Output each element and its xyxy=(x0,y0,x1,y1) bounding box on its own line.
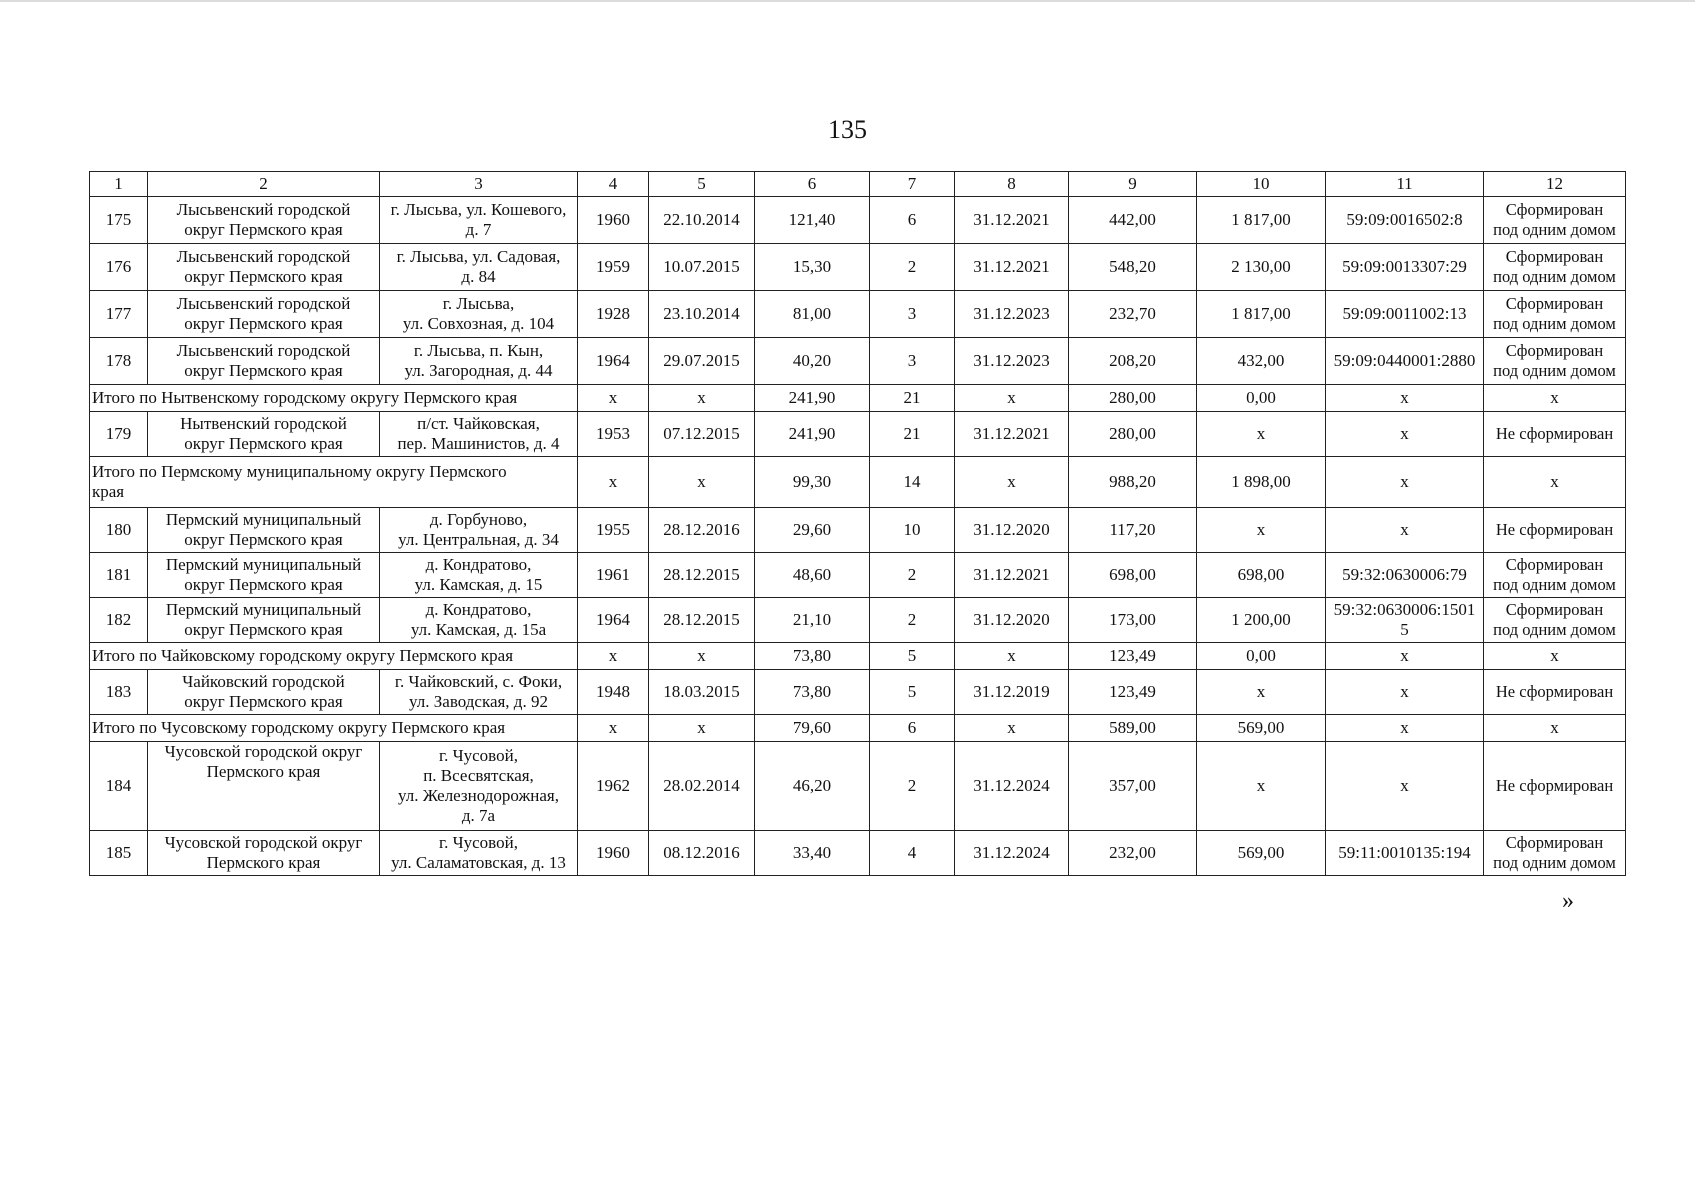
table-cell: 3 xyxy=(870,291,955,338)
table-cell: Сформирован под одним домом xyxy=(1484,197,1626,244)
table-cell: Пермский муниципальный округ Пермского края xyxy=(148,508,380,553)
table-cell: х xyxy=(1326,412,1484,457)
column-header: 10 xyxy=(1197,172,1326,197)
table-cell: Лысьвенский городской округ Пермского края xyxy=(148,244,380,291)
table-cell: х xyxy=(1197,742,1326,831)
table-row xyxy=(90,670,1626,715)
table-row xyxy=(90,244,1626,291)
table-cell: 183 xyxy=(90,670,148,715)
column-header: 11 xyxy=(1326,172,1484,197)
table-cell: х xyxy=(1326,742,1484,831)
table-cell: 121,40 xyxy=(755,197,870,244)
table-cell: х xyxy=(1484,715,1626,742)
table-cell: 31.12.2021 xyxy=(955,553,1069,598)
table-cell: 31.12.2021 xyxy=(955,244,1069,291)
table-cell: 59:09:0016502:8 xyxy=(1326,197,1484,244)
table-cell: г. Чусовой, ул. Саламатовская, д. 13 xyxy=(380,831,578,876)
table-cell: Не сформирован xyxy=(1484,412,1626,457)
table-cell: 40,20 xyxy=(755,338,870,385)
table-row xyxy=(90,197,1626,244)
table-cell: 280,00 xyxy=(1069,385,1197,412)
table-cell: 31.12.2021 xyxy=(955,197,1069,244)
table-cell: х xyxy=(649,457,755,508)
table-cell: 589,00 xyxy=(1069,715,1197,742)
table-cell: 357,00 xyxy=(1069,742,1197,831)
table-cell: Сформирован под одним домом xyxy=(1484,291,1626,338)
table-row xyxy=(90,291,1626,338)
table-cell: 28.02.2014 xyxy=(649,742,755,831)
table-cell: д. Кондратово, ул. Камская, д. 15а xyxy=(380,598,578,643)
table-cell: Сформирован под одним домом xyxy=(1484,553,1626,598)
table-cell: 59:09:0013307:29 xyxy=(1326,244,1484,291)
table-cell: 175 xyxy=(90,197,148,244)
table-cell: 59:09:0440001:2880 xyxy=(1326,338,1484,385)
column-header: 9 xyxy=(1069,172,1197,197)
table-cell: Не сформирован xyxy=(1484,508,1626,553)
continuation-mark: » xyxy=(1562,888,1574,914)
table-cell: 1 200,00 xyxy=(1197,598,1326,643)
table-cell: 232,00 xyxy=(1069,831,1197,876)
table-cell: 21 xyxy=(870,412,955,457)
table-cell: 232,70 xyxy=(1069,291,1197,338)
table-cell: 1955 xyxy=(578,508,649,553)
table-cell: 21,10 xyxy=(755,598,870,643)
table-cell: 5 xyxy=(870,670,955,715)
column-header: 3 xyxy=(380,172,578,197)
summary-row xyxy=(90,643,1626,670)
table-row xyxy=(90,338,1626,385)
table-cell: 59:32:0630006:79 xyxy=(1326,553,1484,598)
table-cell: 3 xyxy=(870,338,955,385)
table-cell: х xyxy=(955,457,1069,508)
table-cell: х xyxy=(1484,643,1626,670)
table-cell: г. Лысьва, п. Кын, ул. Загородная, д. 44 xyxy=(380,338,578,385)
table-cell: 29.07.2015 xyxy=(649,338,755,385)
table-cell: 1948 xyxy=(578,670,649,715)
table-cell: 1960 xyxy=(578,197,649,244)
table-cell: х xyxy=(1326,385,1484,412)
table-cell: х xyxy=(1326,670,1484,715)
summary-row xyxy=(90,715,1626,742)
table-cell: 29,60 xyxy=(755,508,870,553)
table-cell: Чусовской городской округ Пермского края xyxy=(148,831,380,876)
table-cell: х xyxy=(1197,508,1326,553)
table-cell: 173,00 xyxy=(1069,598,1197,643)
column-header: 12 xyxy=(1484,172,1626,197)
table-cell: х xyxy=(1197,670,1326,715)
summary-row xyxy=(90,457,1626,508)
table-cell: 123,49 xyxy=(1069,643,1197,670)
table-cell: х xyxy=(649,385,755,412)
table-cell: 6 xyxy=(870,197,955,244)
table-cell: Сформирован под одним домом xyxy=(1484,244,1626,291)
table-cell: 0,00 xyxy=(1197,643,1326,670)
table-cell: Не сформирован xyxy=(1484,742,1626,831)
table-cell: х xyxy=(1326,508,1484,553)
table-cell: 31.12.2020 xyxy=(955,508,1069,553)
table-cell: 1 898,00 xyxy=(1197,457,1326,508)
table-cell: Пермский муниципальный округ Пермского края xyxy=(148,598,380,643)
page-number: 135 xyxy=(828,115,867,144)
table-cell: 176 xyxy=(90,244,148,291)
table-cell: 117,20 xyxy=(1069,508,1197,553)
table-cell: х xyxy=(578,457,649,508)
table-cell: 569,00 xyxy=(1197,715,1326,742)
table-cell: 5 xyxy=(870,643,955,670)
table-cell: Сформирован под одним домом xyxy=(1484,598,1626,643)
table-cell: 1964 xyxy=(578,598,649,643)
table-cell: 280,00 xyxy=(1069,412,1197,457)
table-cell: 241,90 xyxy=(755,412,870,457)
table-cell: Чайковский городской округ Пермского края xyxy=(148,670,380,715)
header-row xyxy=(90,172,1626,197)
summary-label: Итого по Чайковскому городскому округу Пермского края xyxy=(90,643,578,670)
table-cell: х xyxy=(649,715,755,742)
table-cell: д. Горбуново, ул. Центральная, д. 34 xyxy=(380,508,578,553)
column-header: 7 xyxy=(870,172,955,197)
table-cell: х xyxy=(1326,715,1484,742)
table-cell: х xyxy=(578,715,649,742)
table-cell: 181 xyxy=(90,553,148,598)
table-cell: 180 xyxy=(90,508,148,553)
table-cell: 28.12.2015 xyxy=(649,598,755,643)
table-cell: 10.07.2015 xyxy=(649,244,755,291)
housing-registry-table xyxy=(89,171,1626,876)
table-cell: 178 xyxy=(90,338,148,385)
table-cell: 31.12.2023 xyxy=(955,291,1069,338)
table-cell: 2 xyxy=(870,598,955,643)
table-cell: 698,00 xyxy=(1069,553,1197,598)
table-cell: г. Лысьва, ул. Совхозная, д. 104 xyxy=(380,291,578,338)
column-header: 1 xyxy=(90,172,148,197)
table-cell: 2 xyxy=(870,553,955,598)
table-cell: 569,00 xyxy=(1197,831,1326,876)
table-cell: 182 xyxy=(90,598,148,643)
table-cell: 59:11:0010135:194 xyxy=(1326,831,1484,876)
table-cell: 18.03.2015 xyxy=(649,670,755,715)
table-cell: Лысьвенский городской округ Пермского края xyxy=(148,291,380,338)
table-cell: 73,80 xyxy=(755,643,870,670)
table-cell: 177 xyxy=(90,291,148,338)
table-cell: 48,60 xyxy=(755,553,870,598)
summary-label: Итого по Пермскому муниципальному округу Пермского края xyxy=(90,457,578,508)
table-cell: 442,00 xyxy=(1069,197,1197,244)
table-cell: г. Лысьва, ул. Кошевого, д. 7 xyxy=(380,197,578,244)
table-cell: Чусовской городской округ Пермского края xyxy=(148,742,380,831)
table-cell: 123,49 xyxy=(1069,670,1197,715)
table-cell: г. Лысьва, ул. Садовая, д. 84 xyxy=(380,244,578,291)
table-cell: 4 xyxy=(870,831,955,876)
table-cell: х xyxy=(578,385,649,412)
table-cell: 1959 xyxy=(578,244,649,291)
table-cell: 988,20 xyxy=(1069,457,1197,508)
table-cell: п/ст. Чайковская, пер. Машинистов, д. 4 xyxy=(380,412,578,457)
table-cell: 99,30 xyxy=(755,457,870,508)
column-header: 8 xyxy=(955,172,1069,197)
table-cell: 698,00 xyxy=(1197,553,1326,598)
table-cell: 23.10.2014 xyxy=(649,291,755,338)
table-cell: 1960 xyxy=(578,831,649,876)
table-row xyxy=(90,598,1626,643)
table-cell: х xyxy=(1326,643,1484,670)
table-cell: 14 xyxy=(870,457,955,508)
table-cell: г. Чусовой, п. Всесвятская, ул. Железнодорожная, д. 7а xyxy=(380,742,578,831)
scan-top-edge xyxy=(0,0,1695,2)
table-cell: 59:32:0630006:1501 5 xyxy=(1326,598,1484,643)
table-cell: 2 xyxy=(870,244,955,291)
table-cell: 79,60 xyxy=(755,715,870,742)
table-cell: х xyxy=(578,643,649,670)
table-cell: 73,80 xyxy=(755,670,870,715)
table-cell: х xyxy=(1197,412,1326,457)
table-cell: 0,00 xyxy=(1197,385,1326,412)
table-row xyxy=(90,831,1626,876)
table-cell: Сформирован под одним домом xyxy=(1484,338,1626,385)
table-cell: 1928 xyxy=(578,291,649,338)
column-header: 6 xyxy=(755,172,870,197)
table-cell: 1964 xyxy=(578,338,649,385)
table-cell: 208,20 xyxy=(1069,338,1197,385)
table-cell: 1962 xyxy=(578,742,649,831)
table-cell: 33,40 xyxy=(755,831,870,876)
table-cell: 2 130,00 xyxy=(1197,244,1326,291)
table-cell: 28.12.2016 xyxy=(649,508,755,553)
table-row xyxy=(90,412,1626,457)
table-cell: 432,00 xyxy=(1197,338,1326,385)
table-cell: 1953 xyxy=(578,412,649,457)
table-row xyxy=(90,742,1626,831)
table-cell: Пермский муниципальный округ Пермского края xyxy=(148,553,380,598)
table-cell: 28.12.2015 xyxy=(649,553,755,598)
table-cell: 31.12.2024 xyxy=(955,742,1069,831)
table-cell: 10 xyxy=(870,508,955,553)
table-cell: 31.12.2023 xyxy=(955,338,1069,385)
table-cell: д. Кондратово, ул. Камская, д. 15 xyxy=(380,553,578,598)
table-cell: х xyxy=(649,643,755,670)
table-cell: 2 xyxy=(870,742,955,831)
table-cell: х xyxy=(955,385,1069,412)
table-cell: х xyxy=(955,715,1069,742)
table-cell: Не сформирован xyxy=(1484,670,1626,715)
table-cell: 31.12.2020 xyxy=(955,598,1069,643)
summary-label: Итого по Нытвенскому городскому округу Пермского края xyxy=(90,385,578,412)
table-cell: 1 817,00 xyxy=(1197,291,1326,338)
table-cell: 184 xyxy=(90,742,148,831)
table-cell: 08.12.2016 xyxy=(649,831,755,876)
table-cell: 185 xyxy=(90,831,148,876)
table-cell: х xyxy=(955,643,1069,670)
table-cell: 6 xyxy=(870,715,955,742)
table-cell: 81,00 xyxy=(755,291,870,338)
table-cell: х xyxy=(1484,385,1626,412)
table-cell: 46,20 xyxy=(755,742,870,831)
table-cell: Сформирован под одним домом xyxy=(1484,831,1626,876)
table-cell: 548,20 xyxy=(1069,244,1197,291)
table-cell: 31.12.2024 xyxy=(955,831,1069,876)
table-cell: г. Чайковский, с. Фоки, ул. Заводская, д. 92 xyxy=(380,670,578,715)
table-cell: 07.12.2015 xyxy=(649,412,755,457)
table-cell: 22.10.2014 xyxy=(649,197,755,244)
summary-row xyxy=(90,385,1626,412)
table-cell: 31.12.2021 xyxy=(955,412,1069,457)
table-cell: 1961 xyxy=(578,553,649,598)
table-cell: Лысьвенский городской округ Пермского края xyxy=(148,338,380,385)
table-cell: 1 817,00 xyxy=(1197,197,1326,244)
table-cell: 21 xyxy=(870,385,955,412)
table-cell: 179 xyxy=(90,412,148,457)
column-header: 4 xyxy=(578,172,649,197)
table-cell: Лысьвенский городской округ Пермского края xyxy=(148,197,380,244)
table-cell: х xyxy=(1484,457,1626,508)
table-cell: Нытвенский городской округ Пермского края xyxy=(148,412,380,457)
table-cell: 31.12.2019 xyxy=(955,670,1069,715)
table-row xyxy=(90,553,1626,598)
column-header: 2 xyxy=(148,172,380,197)
table-cell: 15,30 xyxy=(755,244,870,291)
table-cell: 59:09:0011002:13 xyxy=(1326,291,1484,338)
summary-label: Итого по Чусовскому городскому округу Пермского края xyxy=(90,715,578,742)
table-cell: 241,90 xyxy=(755,385,870,412)
table-row xyxy=(90,508,1626,553)
column-header: 5 xyxy=(649,172,755,197)
table-cell: х xyxy=(1326,457,1484,508)
